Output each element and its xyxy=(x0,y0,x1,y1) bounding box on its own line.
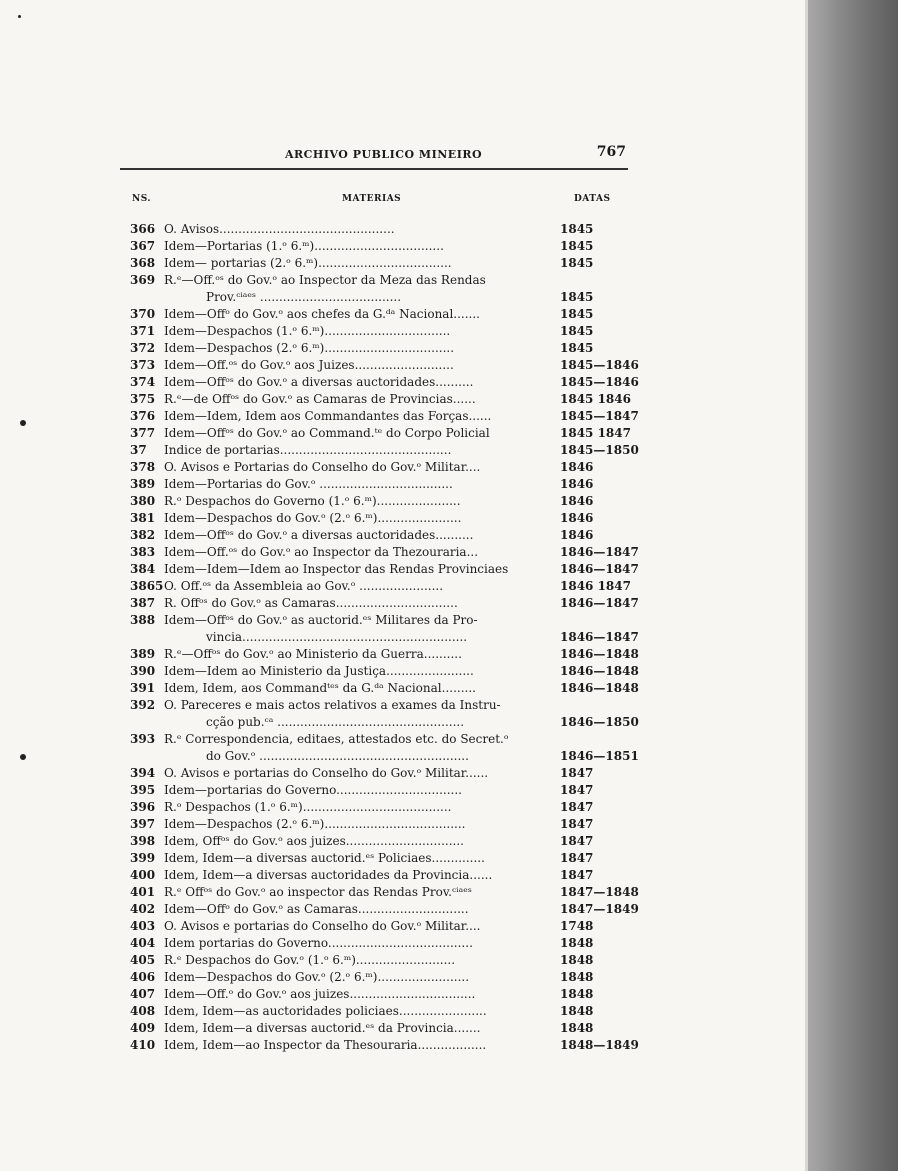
materia-line: Idem—Offᵒˢ do Gov.ᵒ a diversas auctoridades.......... xyxy=(164,528,474,542)
entry-materia xyxy=(164,901,554,918)
entry-date: 1845 1847 xyxy=(560,426,631,440)
entry-materia xyxy=(164,612,554,646)
entry-number: 380 xyxy=(130,494,156,508)
entry-date: 1846 xyxy=(560,511,594,525)
entry-number: 398 xyxy=(130,834,156,848)
entry-materia xyxy=(164,1020,554,1037)
materia-line: R.ᵉ—Offᵒˢ do Gov.ᵒ ao Ministerio da Guerra.......... xyxy=(164,647,462,661)
entry-number: 388 xyxy=(130,613,156,627)
entry-materia xyxy=(164,697,554,731)
entry-materia xyxy=(164,952,554,969)
materia-line: R.ᵉ Despachos do Gov.ᵒ (1.ᵒ 6.ᵐ).......................... xyxy=(164,953,456,967)
materia-continuation-line: Prov.ᶜⁱᵃᵉˢ ..................................... xyxy=(206,290,402,304)
entry-date: 1845 xyxy=(560,290,594,304)
entry-number: 384 xyxy=(130,562,156,576)
entry-date: 1846—1848 xyxy=(560,647,639,661)
materia-line: Idem—Offᵒ do Gov.ᵒ aos chefes da G.ᵈᵃ Nacional....... xyxy=(164,307,480,321)
entry-date: 1847—1849 xyxy=(560,902,639,916)
materia-line: Idem portarias do Governo...................................... xyxy=(164,936,473,950)
table-row xyxy=(120,816,630,833)
entry-date: 1848 xyxy=(560,953,594,967)
materia-line: Idem— portarias (2.ᵒ 6.ᵐ)................................... xyxy=(164,256,452,270)
entry-date: 1846—1850 xyxy=(560,715,639,729)
table-row xyxy=(120,527,630,544)
materia-line: Idem, Idem, aos Commandᵗᵉˢ da G.ᵈᵃ Nacional......... xyxy=(164,681,476,695)
table-row xyxy=(120,425,630,442)
materia-line: Idem—Portarias do Gov.ᵒ ................................... xyxy=(164,477,453,491)
table-row xyxy=(120,1037,639,1054)
materia-line: Idem—Offᵒ do Gov.ᵒ as Camaras............................. xyxy=(164,902,469,916)
materia-line: Idem—Off.ᵒ do Gov.ᵒ aos juizes................................. xyxy=(164,987,476,1001)
entry-number: 408 xyxy=(130,1004,156,1018)
entry-materia xyxy=(164,850,554,867)
materia-continuation-line: vincia........................................................... xyxy=(206,630,468,644)
entry-date: 1846 xyxy=(560,477,594,491)
entry-materia xyxy=(164,510,554,527)
entry-materia xyxy=(164,1003,554,1020)
table-row xyxy=(120,493,630,510)
margin-mark xyxy=(20,754,26,760)
entry-materia xyxy=(164,663,554,680)
entry-materia xyxy=(164,544,554,561)
table-row xyxy=(120,391,630,408)
header-title: ARCHIVO PUBLICO MINEIRO xyxy=(285,148,483,161)
entry-materia xyxy=(164,357,554,374)
table-row xyxy=(120,612,639,646)
table-row xyxy=(120,867,630,884)
entry-date: 1846—1847 xyxy=(560,545,639,559)
table-row xyxy=(120,272,630,306)
table-row xyxy=(120,442,639,459)
header-rule xyxy=(120,168,628,170)
entry-number: 377 xyxy=(130,426,156,440)
entry-number: 373 xyxy=(130,358,156,372)
entry-date: 1845 xyxy=(560,222,594,236)
materia-line: Idem, Idem—a diversas auctoridades da Provincia...... xyxy=(164,868,493,882)
index-table xyxy=(120,221,639,1054)
column-header-ns: NS. xyxy=(132,194,152,204)
entry-number: 368 xyxy=(130,256,156,270)
materia-line: O. Avisos e portarias do Conselho do Gov.ᵒ Militar.... xyxy=(164,919,481,933)
materia-line: R.ᵉ—Off.ᵒˢ do Gov.ᵒ ao Inspector da Meza das Rendas xyxy=(164,273,486,287)
materia-line: Idem—Idem, Idem aos Commandantes das Forças...... xyxy=(164,409,492,423)
page-number: 767 xyxy=(596,144,626,160)
entry-number: 369 xyxy=(130,273,156,287)
table-row xyxy=(120,850,630,867)
entry-number: 389 xyxy=(130,477,156,491)
materia-line: Idem—Despachos (2.ᵒ 6.ᵐ).................................. xyxy=(164,341,455,355)
entry-date: 1847 xyxy=(560,834,594,848)
materia-line: Indice de portarias............................................. xyxy=(164,443,452,457)
materia-line: R. Offᵒˢ do Gov.ᵒ as Camaras................................ xyxy=(164,596,458,610)
entry-number: 400 xyxy=(130,868,156,882)
column-headers xyxy=(120,194,630,208)
column-header-datas: DATAS xyxy=(574,194,611,204)
table-row xyxy=(120,578,630,595)
entry-number: 406 xyxy=(130,970,156,984)
entry-number: 399 xyxy=(130,851,156,865)
entry-number: 403 xyxy=(130,919,156,933)
entry-materia xyxy=(164,221,554,238)
materia-line: O. Pareceres e mais actos relativos a exames da Instru- xyxy=(164,698,501,712)
entry-number: 410 xyxy=(130,1038,156,1052)
materia-line: R.ᵉ Correspondencia, editaes, attestados etc. do Secret.ᵒ xyxy=(164,732,509,746)
entry-materia xyxy=(164,493,554,510)
table-row xyxy=(120,731,639,765)
entry-date: 1846 1847 xyxy=(560,579,631,593)
entry-number: 375 xyxy=(130,392,156,406)
entry-materia xyxy=(164,459,554,476)
table-row xyxy=(120,901,639,918)
entry-materia xyxy=(164,782,554,799)
materia-line: Idem—Despachos do Gov.ᵒ (2.ᵒ 6.ᵐ)...................... xyxy=(164,511,462,525)
entry-date: 1845—1846 xyxy=(560,375,639,389)
table-row xyxy=(120,255,630,272)
entry-date: 1846—1847 xyxy=(560,630,639,644)
entry-materia xyxy=(164,867,554,884)
entry-date: 1845—1850 xyxy=(560,443,639,457)
materia-line: Idem—Portarias (1.ᵒ 6.ᵐ).................................. xyxy=(164,239,444,253)
materia-line: Idem—Idem—Idem ao Inspector das Rendas Provinciaes xyxy=(164,562,509,576)
entry-number: 402 xyxy=(130,902,156,916)
table-row xyxy=(120,935,630,952)
entry-date: 1845 xyxy=(560,324,594,338)
entry-materia xyxy=(164,578,554,595)
materia-line: O. Avisos e portarias do Conselho do Gov.ᵒ Militar...... xyxy=(164,766,489,780)
entry-date: 1848 xyxy=(560,987,594,1001)
materia-continuation-line: cção pub.ᶜᵃ ................................................. xyxy=(206,715,465,729)
entry-number: 409 xyxy=(130,1021,156,1035)
entry-materia xyxy=(164,306,554,323)
entry-number: 401 xyxy=(130,885,156,899)
entry-materia xyxy=(164,476,554,493)
entry-date: 1848 xyxy=(560,1004,594,1018)
materia-line: Idem—Off.ᵒˢ do Gov.ᵒ ao Inspector da Thezouraria... xyxy=(164,545,479,559)
entry-number: 381 xyxy=(130,511,156,525)
table-row xyxy=(120,510,630,527)
entry-number: 405 xyxy=(130,953,156,967)
table-row xyxy=(120,561,639,578)
table-row xyxy=(120,306,630,323)
entry-date: 1846—1851 xyxy=(560,749,639,763)
entry-materia xyxy=(164,425,554,442)
entry-materia xyxy=(164,561,554,578)
entry-date: 1847 xyxy=(560,800,594,814)
materia-line: R.ᵒ Despachos do Governo (1.ᵒ 6.ᵐ)...................... xyxy=(164,494,461,508)
table-row xyxy=(120,884,639,901)
table-row xyxy=(120,799,630,816)
table-row xyxy=(120,323,630,340)
entry-date: 1847 xyxy=(560,783,594,797)
materia-line: R.ᵒ Despachos (1.ᵒ 6.ᵐ)....................................... xyxy=(164,800,452,814)
entry-materia xyxy=(164,833,554,850)
table-row xyxy=(120,646,639,663)
entry-date: 1847 xyxy=(560,766,594,780)
entry-date: 1848 xyxy=(560,936,594,950)
speck-mark xyxy=(18,15,21,18)
materia-line: R.ᵉ Offᵒˢ do Gov.ᵒ ao inspector das Rendas Prov.ᶜⁱᵃᵉˢ xyxy=(164,885,472,899)
entry-materia xyxy=(164,442,554,459)
entry-date: 1845 1846 xyxy=(560,392,631,406)
entry-materia xyxy=(164,935,554,952)
entry-number: 382 xyxy=(130,528,156,542)
materia-line: Idem—Offᵒˢ do Gov.ᵒ ao Command.ᵗᵉ do Corpo Policial xyxy=(164,426,490,440)
entry-number: 366 xyxy=(130,222,156,236)
table-row xyxy=(120,680,639,697)
entry-number: 374 xyxy=(130,375,156,389)
table-row xyxy=(120,476,630,493)
entry-materia xyxy=(164,391,554,408)
entry-number: 367 xyxy=(130,239,156,253)
entry-materia xyxy=(164,969,554,986)
materia-line: Idem—Idem ao Ministerio da Justiça....................... xyxy=(164,664,474,678)
entry-number: 383 xyxy=(130,545,156,559)
materia-line: Idem—Offᵒˢ do Gov.ᵒ as auctorid.ᵉˢ Militares da Pro- xyxy=(164,613,478,627)
entry-date: 1848—1849 xyxy=(560,1038,639,1052)
table-row xyxy=(120,340,630,357)
materia-line: Idem—Despachos (2.ᵒ 6.ᵐ)..................................... xyxy=(164,817,466,831)
table-row xyxy=(120,459,630,476)
entry-materia xyxy=(164,646,554,663)
entry-date: 1845 xyxy=(560,341,594,355)
entry-materia xyxy=(164,255,554,272)
entry-materia xyxy=(164,340,554,357)
entry-materia xyxy=(164,918,554,935)
entry-number: 390 xyxy=(130,664,156,678)
table-row xyxy=(120,918,630,935)
table-row xyxy=(120,697,639,731)
entry-date: 1847 xyxy=(560,817,594,831)
table-row xyxy=(120,595,639,612)
entry-date: 1848 xyxy=(560,1021,594,1035)
materia-line: Idem—Off.ᵒˢ do Gov.ᵒ aos Juizes.......................... xyxy=(164,358,454,372)
table-row xyxy=(120,374,639,391)
entry-materia xyxy=(164,1037,554,1054)
entry-number: 394 xyxy=(130,766,156,780)
entry-number: 391 xyxy=(130,681,156,695)
entry-date: 1845—1847 xyxy=(560,409,639,423)
running-header xyxy=(120,140,630,168)
entry-materia xyxy=(164,765,554,782)
table-row xyxy=(120,357,639,374)
entry-materia xyxy=(164,238,554,255)
materia-line: Idem, Idem—a diversas auctorid.ᵉˢ Policiaes.............. xyxy=(164,851,485,865)
entry-materia xyxy=(164,816,554,833)
entry-number: 407 xyxy=(130,987,156,1001)
entry-date: 1847 xyxy=(560,868,594,882)
entry-date: 1846 xyxy=(560,528,594,542)
entry-number: 387 xyxy=(130,596,156,610)
entry-date: 1748 xyxy=(560,919,594,933)
entry-date: 1845—1846 xyxy=(560,358,639,372)
entry-date: 1845 xyxy=(560,307,594,321)
entry-date: 1846—1848 xyxy=(560,681,639,695)
entry-number: 392 xyxy=(130,698,156,712)
materia-line: R.ᵉ—de Offᵒˢ do Gov.ᵒ as Camaras de Provincias...... xyxy=(164,392,476,406)
entry-number: 37 xyxy=(130,443,147,457)
materia-line: O. Avisos.............................................. xyxy=(164,222,395,236)
entry-materia xyxy=(164,408,554,425)
table-row xyxy=(120,544,639,561)
entry-number: 389 xyxy=(130,647,156,661)
entry-number: 404 xyxy=(130,936,156,950)
entry-date: 1847—1848 xyxy=(560,885,639,899)
entry-date: 1845 xyxy=(560,239,594,253)
materia-line: Idem—Despachos (1.ᵒ 6.ᵐ)................................. xyxy=(164,324,451,338)
table-row xyxy=(120,221,630,238)
entry-number: 371 xyxy=(130,324,156,338)
materia-line: Idem—Offᵒˢ do Gov.ᵒ a diversas auctoridades.......... xyxy=(164,375,474,389)
table-row xyxy=(120,765,630,782)
table-row xyxy=(120,952,630,969)
entry-date: 1848 xyxy=(560,970,594,984)
materia-line: O. Off.ᵒˢ da Assembleia ao Gov.ᵒ ...................... xyxy=(164,579,444,593)
entry-materia xyxy=(164,731,554,765)
table-row xyxy=(120,408,639,425)
entry-date: 1846 xyxy=(560,460,594,474)
table-row xyxy=(120,833,630,850)
entry-date: 1846—1847 xyxy=(560,596,639,610)
book-spine-shadow xyxy=(808,0,898,1171)
entry-date: 1847 xyxy=(560,851,594,865)
entry-number: 397 xyxy=(130,817,156,831)
entry-date: 1845 xyxy=(560,256,594,270)
entry-number: 372 xyxy=(130,341,156,355)
margin-mark xyxy=(20,420,26,426)
table-row xyxy=(120,986,630,1003)
materia-continuation-line: do Gov.ᵒ ....................................................... xyxy=(206,749,469,763)
entry-number: 396 xyxy=(130,800,156,814)
entry-materia xyxy=(164,986,554,1003)
entry-materia xyxy=(164,527,554,544)
entry-materia xyxy=(164,595,554,612)
materia-line: Idem, Idem—as auctoridades policiaes....................... xyxy=(164,1004,487,1018)
entry-materia xyxy=(164,272,554,306)
entry-materia xyxy=(164,323,554,340)
materia-line: Idem—Despachos do Gov.ᵒ (2.ᵒ 6.ᵐ)........................ xyxy=(164,970,470,984)
materia-line: Idem, Idem—a diversas auctorid.ᵉˢ da Provincia....... xyxy=(164,1021,481,1035)
entry-number: 378 xyxy=(130,460,156,474)
table-row xyxy=(120,782,630,799)
entry-date: 1846—1848 xyxy=(560,664,639,678)
table-row xyxy=(120,663,639,680)
entry-number: 395 xyxy=(130,783,156,797)
entry-number: 370 xyxy=(130,307,156,321)
entry-materia xyxy=(164,799,554,816)
materia-line: Idem, Offᵒˢ do Gov.ᵒ aos juizes............................... xyxy=(164,834,464,848)
table-row xyxy=(120,1003,630,1020)
entry-date: 1846—1847 xyxy=(560,562,639,576)
entry-materia xyxy=(164,680,554,697)
table-row xyxy=(120,1020,630,1037)
entry-number: 376 xyxy=(130,409,156,423)
entry-materia xyxy=(164,374,554,391)
materia-line: Idem—portarias do Governo................................. xyxy=(164,783,462,797)
entry-number: 3865 xyxy=(130,579,164,593)
table-row xyxy=(120,238,630,255)
materia-line: O. Avisos e Portarias do Conselho do Gov.ᵒ Militar.... xyxy=(164,460,481,474)
entry-number: 393 xyxy=(130,732,156,746)
column-header-materias: MATERIAS xyxy=(342,194,402,204)
entry-date: 1846 xyxy=(560,494,594,508)
entry-materia xyxy=(164,884,554,901)
materia-line: Idem, Idem—ao Inspector da Thesouraria.................. xyxy=(164,1038,487,1052)
table-row xyxy=(120,969,630,986)
